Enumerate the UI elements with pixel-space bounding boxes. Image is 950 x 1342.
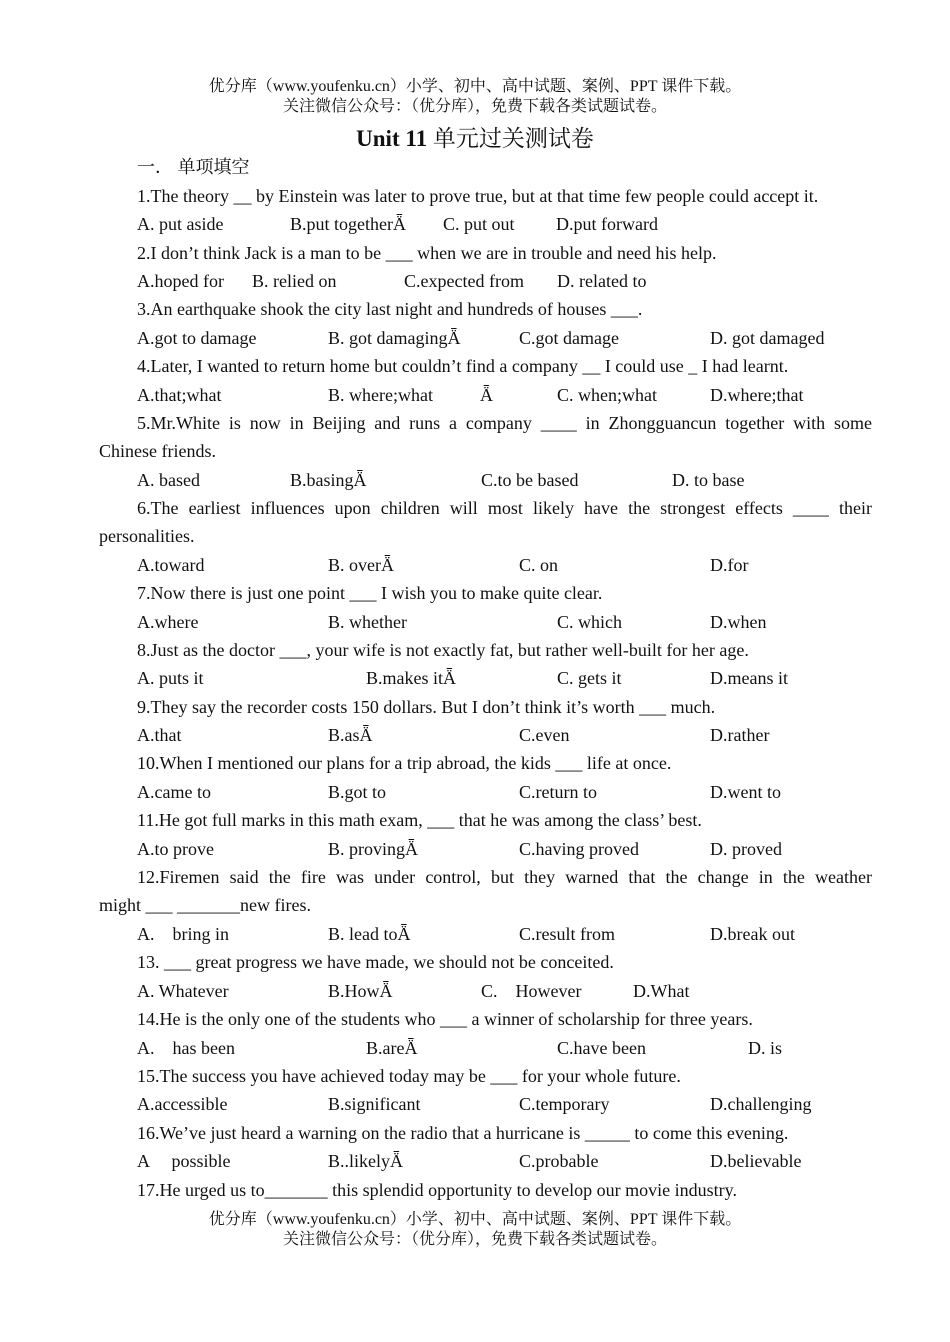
question-15: 15.The success you have achieved today may be ___ for your whole future. — [137, 1066, 681, 1086]
q13-option-a: A. Whatever — [137, 981, 229, 1001]
question-14: 14.He is the only one of the students who ___ a winner of scholarship for three years. — [137, 1009, 753, 1029]
q5-option-d: D. to base — [672, 470, 745, 490]
q5-option-a: A. based — [137, 470, 200, 490]
q8-option-b: B.makes itǞ — [366, 668, 456, 688]
q14-option-b: B.areǞ — [366, 1038, 418, 1058]
q4-option-b: B. where;what — [328, 385, 433, 405]
q14-option-a: A. has been — [137, 1038, 235, 1058]
question-13: 13. ___ great progress we have made, we should not be conceited. — [137, 952, 614, 972]
q2-option-a: A.hoped for — [137, 271, 224, 291]
q4-stray-mark: Ǟ — [480, 385, 493, 405]
q7-option-b: B. whether — [328, 612, 407, 632]
q7-option-c: C. which — [557, 612, 622, 632]
q13-option-b: B.HowǞ — [328, 981, 393, 1001]
q16-option-a: A possible — [137, 1151, 231, 1171]
q2-option-b: B. relied on — [252, 271, 337, 291]
question-6-cont: personalities. — [99, 526, 195, 546]
q7-option-a: A.where — [137, 612, 199, 632]
q15-option-c: C.temporary — [519, 1094, 610, 1114]
q10-option-d: D.went to — [710, 782, 781, 802]
q10-option-c: C.return to — [519, 782, 597, 802]
q16-option-b: B..likelyǞ — [328, 1151, 403, 1171]
q8-option-d: D.means it — [710, 668, 788, 688]
q16-option-d: D.believable — [710, 1151, 802, 1171]
question-5: 5.Mr.White is now in Beijing and runs a company ____ in Zhongguancun together with some — [137, 413, 872, 433]
question-17: 17.He urged us to_______ this splendid opportunity to develop our movie industry. — [137, 1180, 737, 1200]
question-12-cont: might ___ _______new fires. — [99, 895, 311, 915]
question-5-cont: Chinese friends. — [99, 441, 216, 461]
question-4: 4.Later, I wanted to return home but couldn’t find a company __ I could use _ I had learnt. — [137, 356, 789, 376]
q12-option-b: B. lead toǞ — [328, 924, 411, 944]
q16-option-c: C.probable — [519, 1151, 599, 1171]
q3-option-b: B. got damagingǞ — [328, 328, 461, 348]
q6-option-b: B. overǞ — [328, 555, 394, 575]
question-1: 1.The theory __ by Einstein was later to prove true, but at that time few people could accept it. — [137, 186, 819, 206]
footer-line-2: 关注微信公众号：（优分库），免费下载各类试题试卷。 — [282, 1231, 667, 1248]
q3-option-a: A.got to damage — [137, 328, 257, 348]
q11-option-c: C.having proved — [519, 839, 639, 859]
question-3: 3.An earthquake shook the city last night and hundreds of houses ___. — [137, 299, 643, 319]
q2-option-d: D. related to — [557, 271, 647, 291]
q9-option-c: C.even — [519, 725, 570, 745]
q6-option-d: D.for — [710, 555, 749, 575]
question-6: 6.The earliest influences upon children will most likely have the strongest effects ____ their — [137, 498, 872, 518]
question-2: 2.I don’t think Jack is a man to be ___ when we are in trouble and need his help. — [137, 243, 717, 263]
title-rest: 单元过关测试卷 — [427, 126, 594, 151]
q12-option-c: C.result from — [519, 924, 615, 944]
q3-option-d: D. got damaged — [710, 328, 825, 348]
q14-option-d: D. is — [748, 1038, 783, 1058]
question-10: 10.When I mentioned our plans for a trip abroad, the kids ___ life at once. — [137, 753, 672, 773]
q2-option-c: C.expected from — [404, 271, 524, 291]
question-9: 9.They say the recorder costs 150 dollars. But I don’t think it’s worth ___ much. — [137, 697, 716, 717]
q11-option-d: D. proved — [710, 839, 782, 859]
q12-option-d: D.break out — [710, 924, 795, 944]
title-unit: Unit 11 — [356, 126, 428, 151]
q15-option-a: A.accessible — [137, 1094, 228, 1114]
question-16: 16.We’ve just heard a warning on the radio that a hurricane is _____ to come this evening. — [137, 1123, 789, 1143]
question-7: 7.Now there is just one point ___ I wish you to make quite clear. — [137, 583, 603, 603]
q15-option-d: D.challenging — [710, 1094, 812, 1114]
q11-option-b: B. provingǞ — [328, 839, 418, 859]
q4-option-d: D.where;that — [710, 385, 804, 405]
page-title — [0, 124, 950, 154]
q1-option-c: C. put out — [443, 214, 515, 234]
q5-option-c: C.to be based — [481, 470, 579, 490]
q1-option-b: B.put togetherǞ — [290, 214, 406, 234]
section-heading: 一． 单项填空 — [137, 157, 250, 177]
q8-option-c: C. gets it — [557, 668, 622, 688]
q13-option-c: C. However — [481, 981, 582, 1001]
q5-option-b: B.basingǞ — [290, 470, 367, 490]
q8-option-a: A. puts it — [137, 668, 204, 688]
q12-option-a: A. bring in — [137, 924, 229, 944]
q15-option-b: B.significant — [328, 1094, 421, 1114]
q6-option-c: C. on — [519, 555, 559, 575]
header-line-2: 关注微信公众号：（优分库），免费下载各类试题试卷。 — [282, 98, 667, 115]
question-12: 12.Firemen said the fire was under control, but they warned that the change in the weather — [137, 867, 872, 887]
q3-option-c: C.got damage — [519, 328, 619, 348]
q1-option-a: A. put aside — [137, 214, 224, 234]
q9-option-b: B.asǞ — [328, 725, 373, 745]
q13-option-d: D.What — [633, 981, 690, 1001]
q6-option-a: A.toward — [137, 555, 205, 575]
q9-option-a: A.that — [137, 725, 182, 745]
q4-option-a: A.that;what — [137, 385, 222, 405]
question-8: 8.Just as the doctor ___, your wife is not exactly fat, but rather well-built for her age. — [137, 640, 749, 660]
q9-option-d: D.rather — [710, 725, 770, 745]
q10-option-b: B.got to — [328, 782, 387, 802]
q4-option-c: C. when;what — [557, 385, 657, 405]
q11-option-a: A.to prove — [137, 839, 214, 859]
q10-option-a: A.came to — [137, 782, 211, 802]
footer-line-1: 优分库（www.youfenku.cn）小学、初中、高中试题、案例、PPT 课件下载。 — [208, 1211, 742, 1228]
q14-option-c: C.have been — [557, 1038, 646, 1058]
q7-option-d: D.when — [710, 612, 767, 632]
question-11: 11.He got full marks in this math exam, ___ that he was among the class’ best. — [137, 810, 702, 830]
header-line-1: 优分库（www.youfenku.cn）小学、初中、高中试题、案例、PPT 课件下载。 — [208, 78, 742, 95]
q1-option-d: D.put forward — [556, 214, 658, 234]
